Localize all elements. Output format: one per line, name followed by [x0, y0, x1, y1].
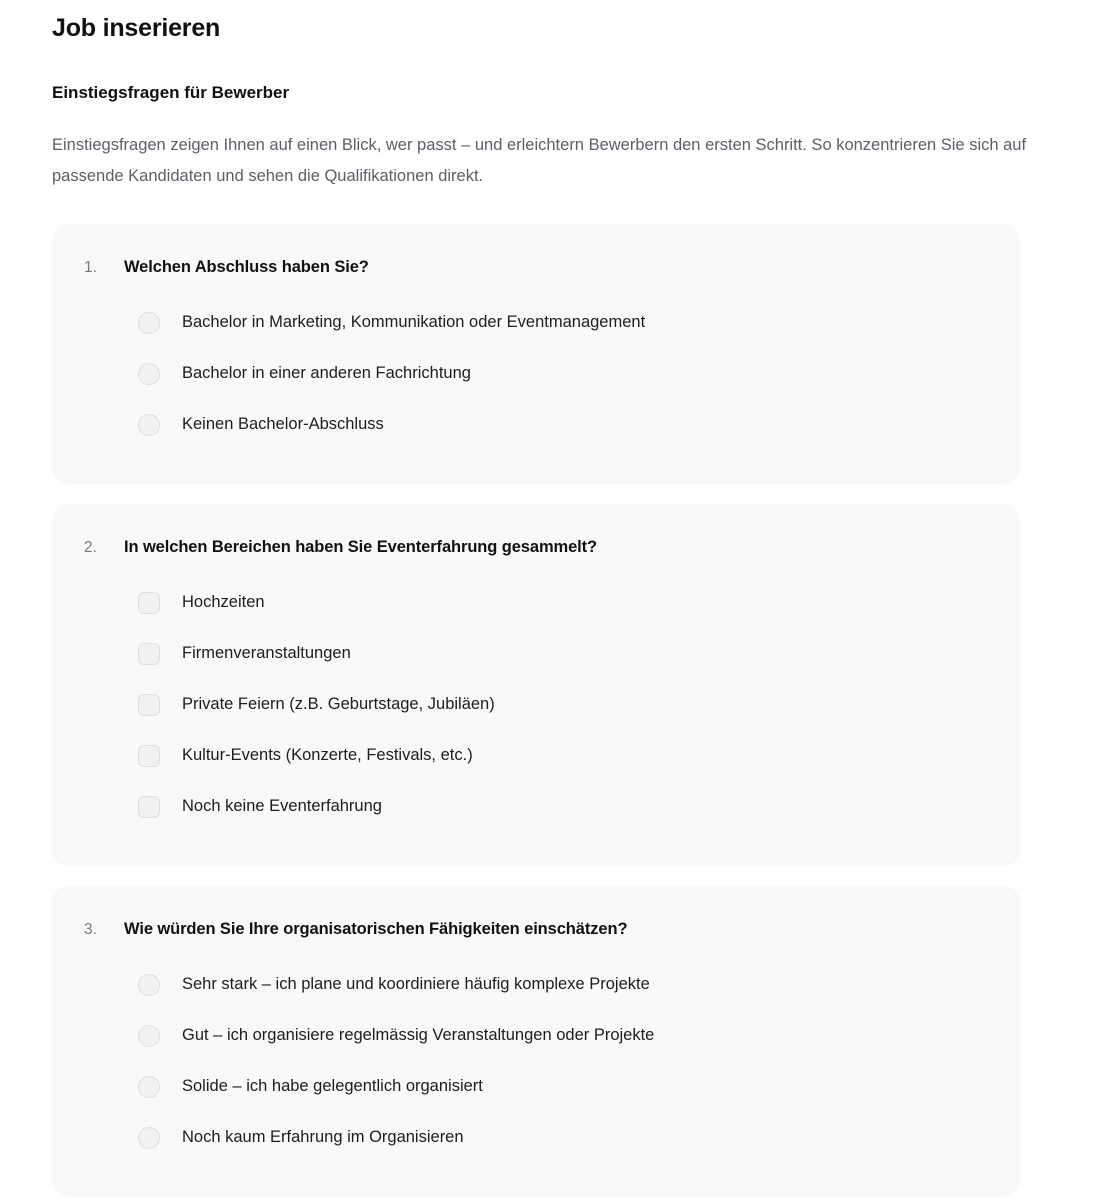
radio-button-icon[interactable] — [138, 312, 160, 334]
option-row[interactable] — [52, 959, 1020, 1010]
question-text: Welchen Abschluss haben Sie? — [124, 258, 369, 276]
question-number: 1. — [84, 259, 97, 276]
option-label: Private Feiern (z.B. Geburtstage, Jubiläen) — [182, 695, 495, 713]
question-card — [52, 504, 1020, 866]
question-header — [52, 920, 1020, 939]
radio-button-icon[interactable] — [138, 414, 160, 436]
checkbox-icon[interactable] — [138, 592, 160, 614]
option-row[interactable] — [52, 1061, 1020, 1112]
question-header — [52, 258, 1020, 277]
option-row[interactable] — [52, 1010, 1020, 1061]
question-text: Wie würden Sie Ihre organisatorischen Fähigkeiten einschätzen? — [124, 920, 628, 938]
option-list — [52, 939, 1020, 1163]
option-label: Solide – ich habe gelegentlich organisiert — [182, 1077, 483, 1095]
option-row[interactable] — [52, 1112, 1020, 1163]
question-header — [52, 538, 1020, 557]
option-label: Hochzeiten — [182, 593, 265, 611]
option-row[interactable] — [52, 730, 1020, 781]
section-description: Einstiegsfragen zeigen Ihnen auf einen Blick, wer passt – und erleichtern Bewerbern den ersten Schritt. So konzentrieren Sie sich auf passende Kandidaten und sehen die Qualifikationen direkt. — [52, 136, 1027, 185]
option-row[interactable] — [52, 781, 1020, 832]
section-title: Einstiegsfragen für Bewerber — [52, 83, 290, 102]
option-list — [52, 557, 1020, 832]
checkbox-icon[interactable] — [138, 694, 160, 716]
question-card — [52, 224, 1020, 484]
option-row[interactable] — [52, 297, 1020, 348]
questions-list — [40, 192, 1060, 1197]
option-row[interactable] — [52, 679, 1020, 730]
checkbox-icon[interactable] — [138, 796, 160, 818]
option-row[interactable] — [52, 348, 1020, 399]
question-card — [52, 886, 1020, 1197]
radio-button-icon[interactable] — [138, 974, 160, 996]
option-label: Firmenveranstaltungen — [182, 644, 351, 662]
option-label: Kultur-Events (Konzerte, Festivals, etc.) — [182, 746, 473, 764]
option-row[interactable] — [52, 399, 1020, 450]
question-text: In welchen Bereichen haben Sie Eventerfahrung gesammelt? — [124, 538, 598, 556]
option-row[interactable] — [52, 577, 1020, 628]
option-label: Noch keine Eventerfahrung — [182, 797, 382, 815]
radio-button-icon[interactable] — [138, 1127, 160, 1149]
option-list — [52, 277, 1020, 450]
question-number: 3. — [84, 921, 97, 938]
option-label: Sehr stark – ich plane und koordiniere häufig komplexe Projekte — [182, 975, 650, 993]
radio-button-icon[interactable] — [138, 363, 160, 385]
question-number: 2. — [84, 539, 97, 556]
checkbox-icon[interactable] — [138, 745, 160, 767]
option-label: Noch kaum Erfahrung im Organisieren — [182, 1128, 464, 1146]
radio-button-icon[interactable] — [138, 1076, 160, 1098]
option-label: Gut – ich organisiere regelmässig Veranstaltungen oder Projekte — [182, 1026, 655, 1044]
option-label: Keinen Bachelor-Abschluss — [182, 415, 384, 433]
option-row[interactable] — [52, 628, 1020, 679]
checkbox-icon[interactable] — [138, 643, 160, 665]
option-label: Bachelor in einer anderen Fachrichtung — [182, 364, 471, 382]
option-label: Bachelor in Marketing, Kommunikation oder Eventmanagement — [182, 313, 646, 331]
page-title: Job inserieren — [52, 14, 221, 42]
radio-button-icon[interactable] — [138, 1025, 160, 1047]
